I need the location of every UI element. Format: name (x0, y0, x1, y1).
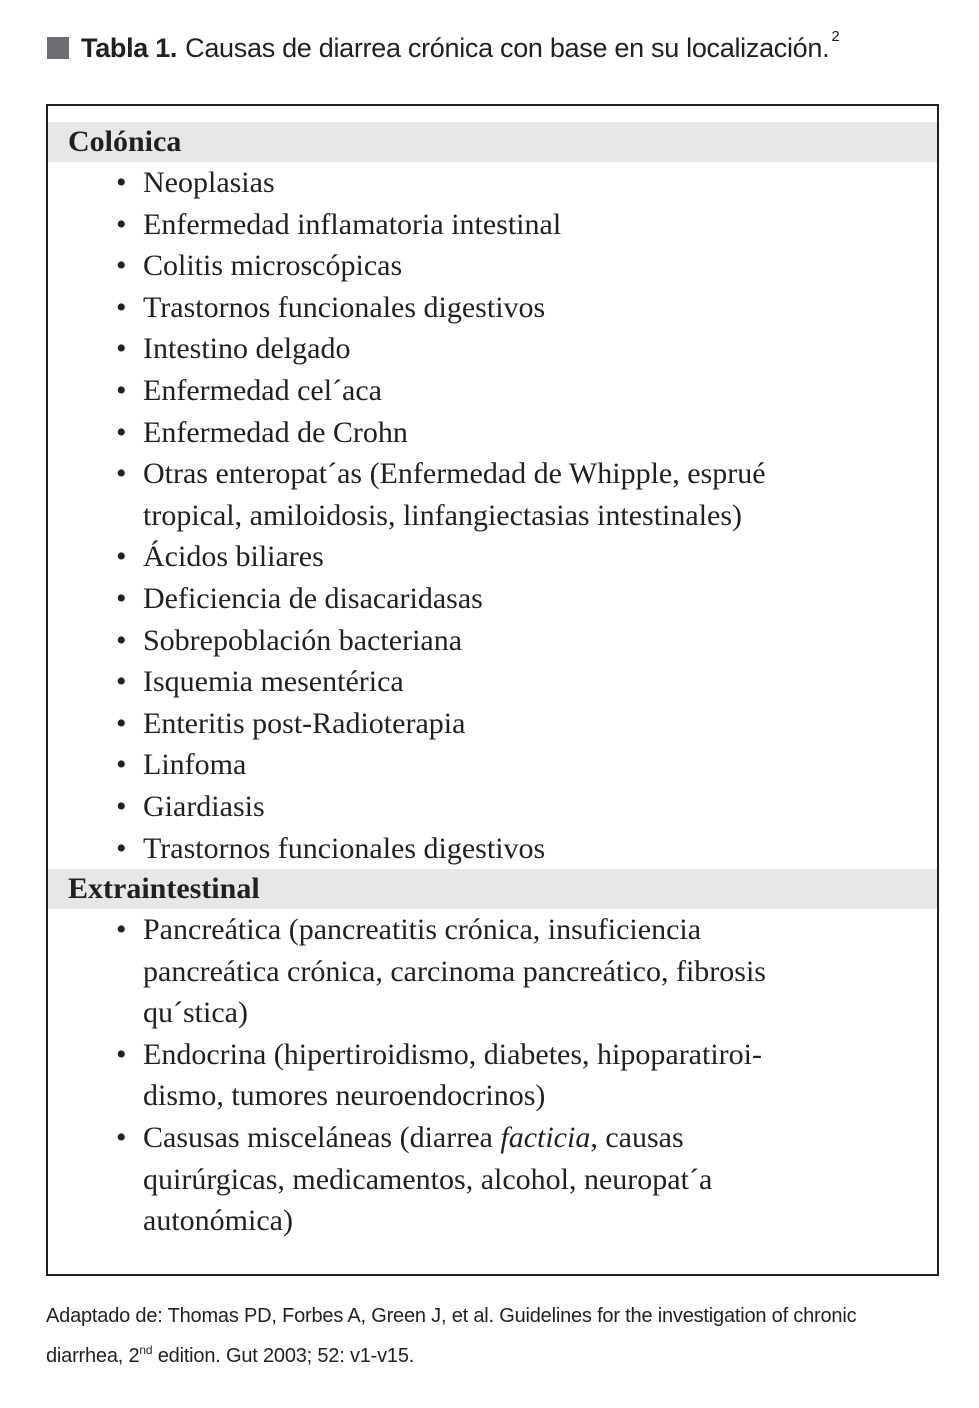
square-bullet-icon (47, 37, 69, 59)
list-item (48, 536, 937, 578)
list-item (48, 412, 937, 454)
ordinal-suffix: nd (139, 1343, 153, 1357)
list-item-line: • Enfermedad de Crohn (143, 415, 408, 449)
list-item-line: • Trastornos funcionales digestivos (143, 831, 546, 865)
list-item (48, 828, 937, 870)
list-item (48, 620, 937, 662)
section-header: Extraintestinal (48, 869, 937, 909)
table-label: Tabla 1. (81, 33, 178, 63)
table-box (46, 104, 939, 1276)
list-item (48, 703, 937, 745)
list-item-line: • Giardiasis (143, 789, 265, 823)
list-item-line: qu´stica) (143, 996, 248, 1030)
list-item-line: • Deficiencia de disacaridasas (143, 581, 483, 615)
list-item-line: • Intestino delgado (143, 332, 351, 366)
list-item-line: • Enfermedad cel´aca (143, 373, 382, 407)
list-item-line: • Enfermedad inflamatoria intestinal (143, 207, 562, 241)
list-item (48, 453, 937, 536)
list-item-line: • Sobrepoblación bacteriana (143, 623, 463, 657)
list-item-line: • Isquemia mesentérica (143, 665, 404, 699)
list-item-line: • Ácidos biliares (143, 540, 324, 574)
source-line: Adaptado de: Thomas PD, Forbes A, Green J, et al. Guidelines for the investigation of chronic (46, 1305, 857, 1327)
list-item (48, 287, 937, 329)
list-item-line: • Colitis microscópicas (143, 249, 403, 283)
source-text: edition. Gut 2003; 52: v1-v15. (152, 1345, 415, 1367)
list-item (48, 162, 937, 204)
section-extraintestinal (48, 869, 937, 1242)
table-title: Causas de diarrea crónica con base en su localización. (185, 33, 830, 63)
list-item (48, 370, 937, 412)
section-colonica (48, 122, 937, 869)
source-note (46, 1296, 946, 1376)
item-text: , causas (590, 1121, 684, 1155)
list-item-line: • Pancreática (pancreatitis crónica, insuficiencia (143, 913, 702, 947)
list-item (48, 328, 937, 370)
list-item-line: autonómica) (143, 1204, 293, 1238)
section-header: Colónica (48, 122, 937, 162)
list-item (48, 1117, 937, 1242)
list-item-line: • Enteritis post-Radioterapia (143, 706, 466, 740)
list-item-line: • Linfoma (143, 748, 247, 782)
list-item (48, 786, 937, 828)
item-list (48, 162, 937, 869)
source-line (46, 1336, 946, 1376)
table-caption: Tabla 1. Causas de diarrea crónica con base en su localización. $^2$ (47, 28, 839, 68)
list-item-line: • Trastornos funcionales digestivos (143, 290, 546, 324)
item-text-italic: facticia (500, 1121, 591, 1155)
list-item (48, 578, 937, 620)
list-item (48, 744, 937, 786)
list-item-line: dismo, tumores neuroendocrinos) (143, 1079, 546, 1113)
list-item (48, 204, 937, 246)
list-item-line: quirúrgicas, medicamentos, alcohol, neuropat´a (143, 1162, 713, 1196)
list-item (48, 909, 937, 1034)
list-item-line (143, 1117, 907, 1159)
list-item-line: • Endocrina (hipertiroidismo, diabetes, hipoparatiroi- (143, 1037, 762, 1071)
list-item (48, 1034, 937, 1117)
list-item-line: tropical, amiloidosis, linfangiectasias intestinales) (143, 498, 743, 532)
list-item-line: pancreática crónica, carcinoma pancreático, fibrosis (143, 954, 766, 988)
item-text: Casusas misceláneas (diarrea (143, 1121, 501, 1155)
item-list (48, 909, 937, 1242)
list-item-line: • Otras enteropat´as (Enfermedad de Whipple, esprué (143, 457, 766, 491)
list-item (48, 245, 937, 287)
source-text: diarrhea, 2 (46, 1345, 140, 1367)
list-item-line: • Neoplasias (143, 166, 275, 199)
list-item (48, 661, 937, 703)
